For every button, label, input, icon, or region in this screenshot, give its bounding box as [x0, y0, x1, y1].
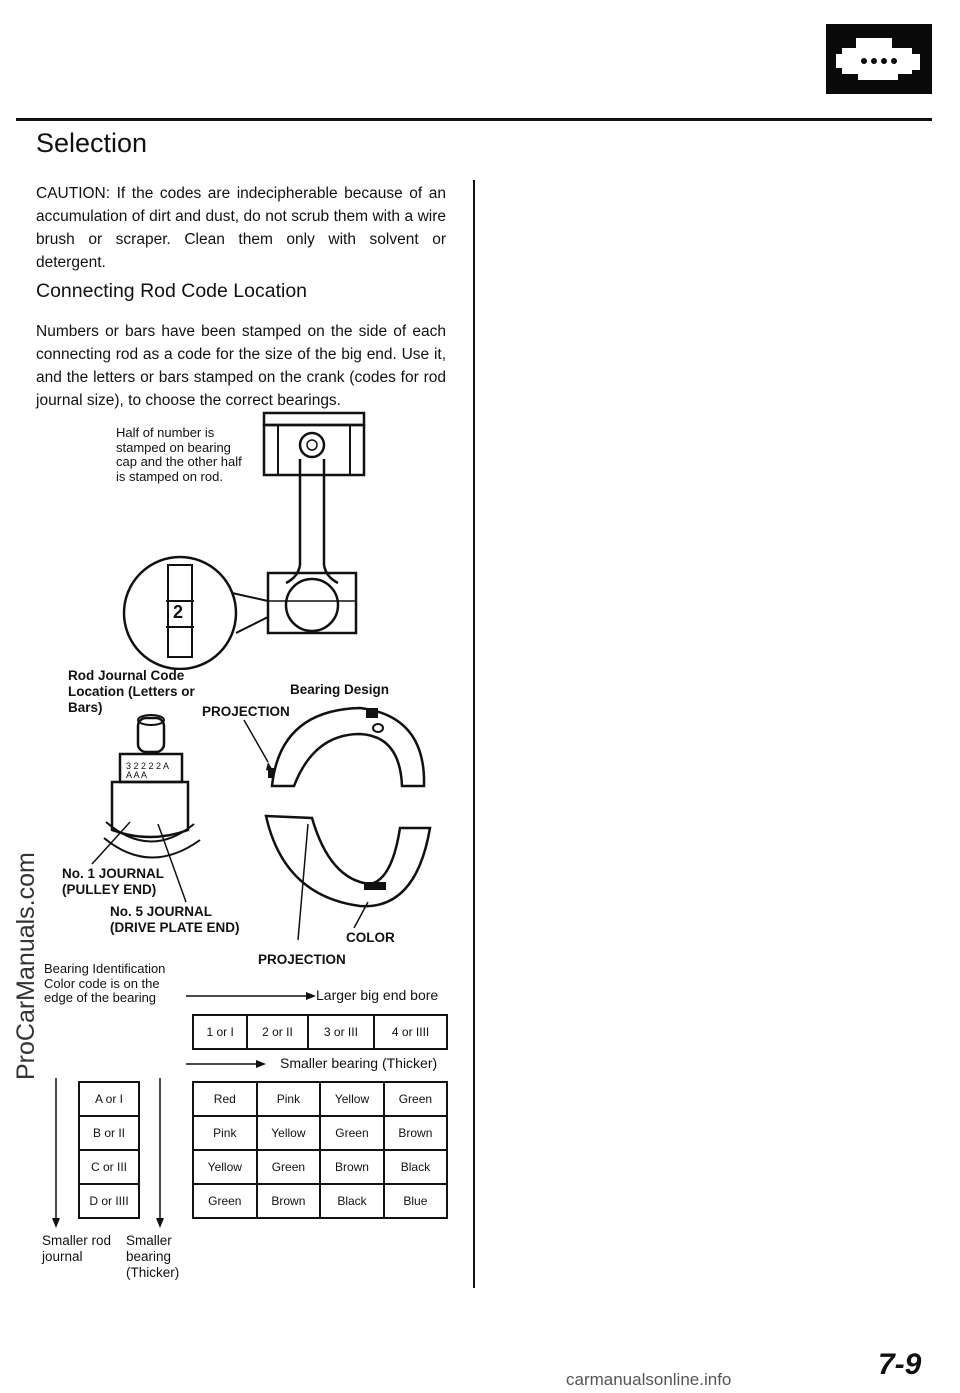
section-title: Selection: [36, 128, 148, 158]
bearing-shells-illustration: [240, 700, 440, 950]
table-row: [79, 1082, 139, 1116]
color-cell: Blue: [384, 1184, 447, 1218]
color-cell: Pink: [257, 1082, 321, 1116]
smaller-bearing-arrow: [186, 1058, 268, 1070]
journal-code-cell: C or III: [79, 1150, 139, 1184]
table-row: [193, 1082, 447, 1116]
table-row: [193, 1116, 447, 1150]
table-row: [79, 1184, 139, 1218]
table-row: [193, 1150, 447, 1184]
color-cell: Pink: [193, 1116, 257, 1150]
half-number-note: Half of number is stamped on bearing cap and the other half is stamped on rod.: [116, 425, 242, 484]
color-cell: Brown: [257, 1184, 321, 1218]
header-rule: [16, 118, 932, 121]
rod-code-cell: 1 or I: [193, 1015, 247, 1049]
smaller-bearing-arrow-vertical: [154, 1078, 166, 1230]
journal-code-cell: B or II: [79, 1116, 139, 1150]
table-row: [79, 1116, 139, 1150]
journal-code-table: [78, 1081, 140, 1219]
color-cell: Black: [320, 1184, 384, 1218]
journal-5-label: No. 5 JOURNAL (DRIVE PLATE END): [110, 904, 240, 935]
connecting-rod-illustration: [110, 405, 460, 670]
rod-code-cell: 3 or III: [308, 1015, 375, 1049]
color-cell: Brown: [320, 1150, 384, 1184]
rod-journal-label: Rod Journal Code Location (Letters or Bars): [68, 668, 195, 715]
color-cell: Yellow: [193, 1150, 257, 1184]
body-paragraph: Numbers or bars have been stamped on the side of each connecting rod as a code for the size of the big end. Use it, and the letters or bars stamped on the crank (codes for rod journal size), to choose the correct bearings.: [36, 323, 446, 409]
table-row: [193, 1184, 447, 1218]
rod-code-cell: 2 or II: [247, 1015, 307, 1049]
smaller-rod-journal-arrow: [50, 1078, 62, 1230]
color-cell: Yellow: [320, 1082, 384, 1116]
color-label: COLOR: [346, 930, 395, 945]
subheading: Connecting Rod Code Location: [36, 280, 308, 302]
journal-1-label: No. 1 JOURNAL (PULLEY END): [62, 866, 164, 897]
footer-watermark: carmanualsonline.info: [566, 1370, 732, 1389]
color-cell: Yellow: [257, 1116, 321, 1150]
bearing-design-label: Bearing Design: [290, 682, 390, 697]
larger-bore-label: Larger big end bore: [316, 987, 439, 1003]
engine-section-icon: [826, 24, 932, 94]
smaller-bearing-thicker-label: Smaller bearing (Thicker): [126, 1233, 180, 1280]
color-cell: Black: [384, 1150, 447, 1184]
color-cell: Red: [193, 1082, 257, 1116]
larger-bore-arrow: [186, 990, 318, 1002]
projection-top-label: PROJECTION: [202, 704, 290, 719]
bearing-color-table: [192, 1081, 448, 1219]
color-cell: Green: [384, 1082, 447, 1116]
column-rule: [473, 180, 475, 1288]
side-watermark: ProCarManuals.com: [12, 852, 40, 1080]
crank-code-stamp: 3 2 2 2 2 A A A A: [126, 761, 169, 780]
rod-code-cell: 4 or IIII: [374, 1015, 447, 1049]
smaller-bearing-label: Smaller bearing (Thicker): [280, 1055, 438, 1071]
table-row: [79, 1150, 139, 1184]
color-cell: Green: [193, 1184, 257, 1218]
projection-bottom-label: PROJECTION: [258, 952, 346, 967]
rod-code-table: [192, 1014, 448, 1050]
color-cell: Green: [320, 1116, 384, 1150]
page-number: 7-9: [878, 1348, 922, 1381]
color-cell: Brown: [384, 1116, 447, 1150]
smaller-rod-journal-label: Smaller rod journal: [42, 1233, 112, 1264]
journal-code-cell: A or I: [79, 1082, 139, 1116]
rod-stamp-digit: 2: [173, 602, 184, 622]
color-cell: Green: [257, 1150, 321, 1184]
caution-text: CAUTION: If the codes are indecipherable because of an accumulation of dirt and dust, do not scrub them with a wire brush or scraper. Clean them only with solvent or detergent.: [36, 185, 446, 271]
journal-code-cell: D or IIII: [79, 1184, 139, 1218]
bearing-id-note: Bearing Identification Color code is on the edge of the bearing: [44, 961, 166, 1005]
table-row: [193, 1015, 447, 1049]
